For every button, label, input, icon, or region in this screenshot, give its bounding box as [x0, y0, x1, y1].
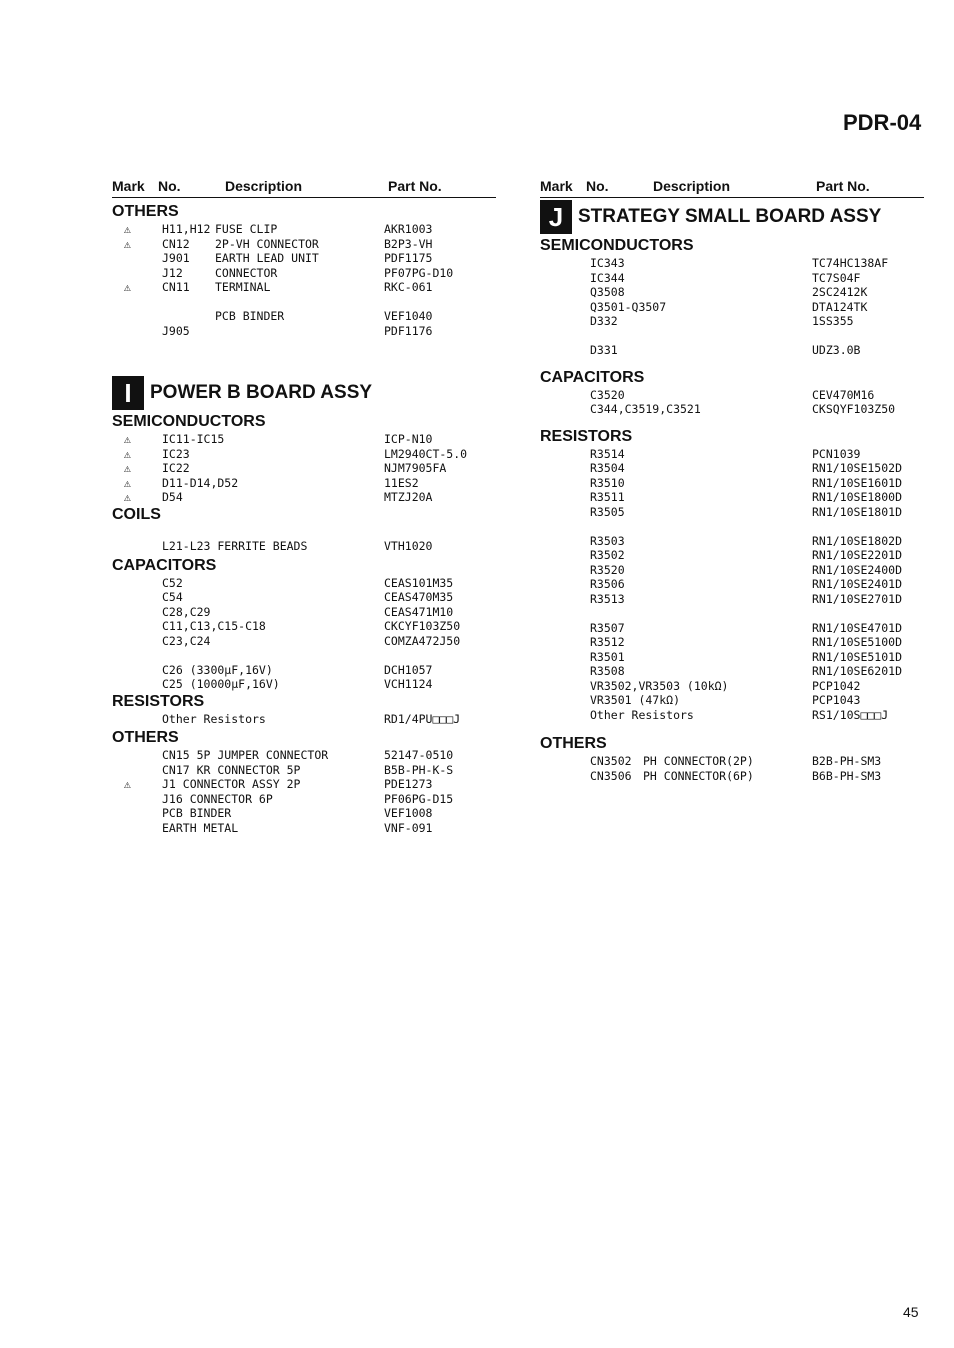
- part-number: CKCYF103Z50: [384, 619, 461, 633]
- ref-no: R3502: [590, 548, 625, 562]
- part-row: [112, 806, 496, 821]
- ref-no: D11-D14,D52: [162, 475, 239, 490]
- part-number: 52147-0510: [384, 748, 454, 762]
- description: FUSE CLIP: [215, 222, 278, 236]
- others-parts-list: [540, 754, 924, 783]
- part-number: RKC-061: [384, 280, 433, 294]
- part-row: [112, 461, 496, 476]
- ref-no: CN3502: [590, 754, 632, 768]
- ref-no: CN17 KR CONNECTOR 5P: [162, 762, 301, 777]
- caution-mark-icon: ⚠: [124, 280, 131, 294]
- part-number: UDZ3.0B: [812, 343, 861, 357]
- part-number: RN1/10SE5101D: [812, 649, 903, 664]
- caution-mark-icon: ⚠: [124, 236, 131, 251]
- header-description: Description: [225, 178, 303, 194]
- part-number: RN1/10SE1800D: [812, 490, 903, 504]
- section-title-resistors: RESISTORS: [540, 427, 633, 445]
- part-row: [540, 271, 924, 286]
- description: EARTH LEAD UNIT: [215, 251, 319, 265]
- assy-heading: [540, 200, 924, 234]
- part-number: B5B-PH-K-S: [384, 762, 454, 777]
- part-row: [540, 256, 924, 271]
- ref-no: J16 CONNECTOR 6P: [162, 791, 273, 806]
- part-row: [112, 619, 496, 634]
- part-row: [540, 534, 924, 549]
- part-number: NJM7905FA: [384, 461, 447, 475]
- part-number: RS1/10S□□□J: [812, 707, 889, 722]
- ref-no: J12: [162, 265, 183, 280]
- section-title-semiconductors: SEMICONDUCTORS: [540, 237, 694, 254]
- ref-no: Other Resistors: [162, 711, 266, 726]
- part-number: RN1/10SE2201D: [812, 548, 903, 562]
- part-row: [112, 763, 496, 778]
- header-part-no: Part No.: [388, 178, 442, 194]
- others-parts-list: [112, 222, 496, 338]
- part-row: [112, 237, 496, 252]
- part-number: CEAS101M35: [384, 575, 454, 590]
- part-number: RN1/10SE1802D: [812, 533, 903, 548]
- section-title-others: OTHERS: [112, 203, 179, 220]
- part-number: RN1/10SE2400D: [812, 562, 903, 577]
- part-row: [540, 664, 924, 679]
- part-number: RN1/10SE2401D: [812, 577, 903, 591]
- section-title-resistors: RESISTORS: [112, 692, 205, 710]
- description: 2P-VH CONNECTOR: [215, 236, 319, 251]
- part-number: VNF-091: [384, 820, 433, 835]
- part-row: [112, 266, 496, 281]
- part-number: VEF1040: [384, 309, 433, 323]
- ref-no: IC343: [590, 256, 625, 270]
- ref-no: L21-L23 FERRITE BEADS: [162, 539, 308, 553]
- caution-mark-icon: ⚠: [124, 777, 131, 791]
- part-row: [540, 314, 924, 329]
- column-header: [112, 177, 496, 198]
- ref-no: R3520: [590, 562, 625, 577]
- ref-no: R3512: [590, 635, 625, 649]
- ref-no: D331: [590, 343, 618, 357]
- part-row: [112, 777, 496, 792]
- part-row: [540, 754, 924, 769]
- part-row: [112, 251, 496, 266]
- caution-mark-icon: ⚠: [124, 475, 131, 490]
- ref-no: CN12: [162, 236, 190, 251]
- part-row: [540, 563, 924, 578]
- part-row: [540, 447, 924, 462]
- header-no: No.: [586, 178, 609, 194]
- section-title-others-2: OTHERS: [112, 729, 179, 746]
- assy-letter-badge: J: [540, 200, 572, 234]
- ref-no: R3514: [590, 446, 625, 461]
- part-number: RN1/10SE1601D: [812, 475, 903, 490]
- part-row: [112, 324, 496, 339]
- ref-no: J905: [162, 323, 190, 338]
- ref-no: VR3502,VR3503 (10kΩ): [590, 678, 729, 693]
- part-row: [112, 490, 496, 505]
- left-column: [112, 177, 496, 835]
- part-number: 2SC2412K: [812, 285, 868, 299]
- part-row: [112, 821, 496, 836]
- part-number: VTH1020: [384, 539, 433, 553]
- part-row: [112, 432, 496, 447]
- assy-letter-badge: I: [112, 376, 144, 410]
- ref-no: Q3501-Q3507: [590, 299, 667, 314]
- part-number: VCH1124: [384, 677, 433, 691]
- part-number: VEF1008: [384, 806, 433, 820]
- ref-no: CN11: [162, 280, 190, 294]
- ref-no: R3506: [590, 577, 625, 591]
- part-number: CKSQYF103Z50: [812, 402, 896, 416]
- part-row: [540, 300, 924, 315]
- ref-no: C11,C13,C15-C18: [162, 619, 266, 633]
- part-number: RN1/10SE1502D: [812, 461, 903, 475]
- part-number: CEAS471M10: [384, 604, 454, 619]
- ref-no: C52: [162, 575, 183, 590]
- part-row: [540, 285, 924, 300]
- part-row: [112, 576, 496, 591]
- capacitors-parts-list: [540, 388, 924, 417]
- part-number: 11ES2: [384, 475, 419, 490]
- part-row: [112, 634, 496, 649]
- ref-no: C344,C3519,C3521: [590, 402, 701, 416]
- part-number: ICP-N10: [384, 432, 433, 446]
- header-description: Description: [653, 178, 731, 194]
- caution-mark-icon: ⚠: [124, 461, 131, 475]
- spacer-row: [112, 648, 496, 663]
- ref-no: C54: [162, 590, 183, 604]
- part-number: MTZJ20A: [384, 490, 433, 504]
- part-row: [112, 605, 496, 620]
- assy-heading: [112, 376, 496, 410]
- part-number: TC74HC138AF: [812, 256, 889, 270]
- part-row: [540, 388, 924, 403]
- column-header: [540, 177, 924, 198]
- ref-no: C28,C29: [162, 604, 211, 619]
- ref-no: R3503: [590, 533, 625, 548]
- part-row: [540, 769, 924, 784]
- caution-mark-icon: ⚠: [124, 222, 131, 236]
- part-row: [112, 447, 496, 462]
- ref-no: J1 CONNECTOR ASSY 2P: [162, 777, 301, 791]
- ref-no: IC11-IC15: [162, 432, 225, 446]
- part-row: [540, 679, 924, 694]
- part-row: [540, 635, 924, 650]
- part-row: [112, 222, 496, 237]
- part-number: PDE1273: [384, 777, 433, 791]
- description: TERMINAL: [215, 280, 271, 294]
- ref-no: C25 (10000µF,16V): [162, 677, 280, 691]
- section-title-others: OTHERS: [540, 735, 607, 752]
- part-number: AKR1003: [384, 222, 433, 236]
- ref-no: C23,C24: [162, 633, 211, 648]
- ref-no: IC23: [162, 446, 190, 461]
- semiconductors-parts-list: [112, 432, 496, 505]
- ref-no: J901: [162, 251, 190, 265]
- ref-no: R3505: [590, 504, 625, 519]
- part-row: [112, 748, 496, 763]
- part-number: PDF1175: [384, 251, 433, 265]
- part-row: [540, 505, 924, 520]
- part-row: [540, 621, 924, 636]
- ref-no: C3520: [590, 387, 625, 402]
- description: PCB BINDER: [215, 309, 285, 323]
- header-mark: Mark: [540, 178, 573, 194]
- right-column: [540, 177, 924, 783]
- part-row: [112, 476, 496, 491]
- page-number: 45: [903, 1304, 919, 1320]
- part-number: PCP1043: [812, 693, 861, 707]
- ref-no: CN3506: [590, 768, 632, 783]
- spacer-row: [540, 329, 924, 344]
- part-row: [112, 712, 496, 727]
- part-number: PCN1039: [812, 446, 861, 461]
- model-number: PDR-04: [843, 110, 922, 135]
- ref-no: R3511: [590, 490, 625, 504]
- part-row: [112, 663, 496, 678]
- part-row: [540, 476, 924, 491]
- ref-no: R3508: [590, 664, 625, 678]
- ref-no: D54: [162, 490, 183, 504]
- assy-title: POWER B BOARD ASSY: [150, 382, 373, 403]
- description: PH CONNECTOR(6P): [643, 768, 754, 783]
- part-number: B2P3-VH: [384, 236, 433, 251]
- ref-no: IC22: [162, 461, 190, 475]
- section-title-capacitors: CAPACITORS: [112, 556, 217, 574]
- part-row: [112, 792, 496, 807]
- caution-mark-icon: ⚠: [124, 490, 131, 504]
- part-row: [112, 539, 496, 554]
- spacer-row: [112, 525, 496, 540]
- ref-no: R3507: [590, 620, 625, 635]
- part-number: B6B-PH-SM3: [812, 768, 882, 783]
- part-row: [540, 461, 924, 476]
- assy-title: STRATEGY SMALL BOARD ASSY: [578, 206, 882, 227]
- ref-no: IC344: [590, 270, 625, 285]
- ref-no: D332: [590, 314, 618, 328]
- section-title-coils: COILS: [112, 505, 161, 523]
- header-mark: Mark: [112, 178, 145, 194]
- ref-no: CN15 5P JUMPER CONNECTOR: [162, 748, 329, 762]
- part-row: [112, 280, 496, 295]
- ref-no: H11,H12: [162, 222, 211, 236]
- part-number: CEV470M16: [812, 387, 875, 402]
- ref-no: EARTH METAL: [162, 820, 239, 835]
- part-row: [540, 490, 924, 505]
- part-number: RN1/10SE6201D: [812, 664, 903, 678]
- part-number: PF07PG-D10: [384, 265, 454, 280]
- part-row: [540, 343, 924, 358]
- part-row: [540, 577, 924, 592]
- part-number: TC7S04F: [812, 270, 861, 285]
- part-number: RN1/10SE5100D: [812, 635, 903, 649]
- resistors-parts-list: [112, 712, 496, 727]
- part-number: DTA124TK: [812, 299, 868, 314]
- section-title-capacitors: CAPACITORS: [540, 368, 645, 386]
- part-number: DCH1057: [384, 662, 433, 677]
- part-row: [540, 650, 924, 665]
- part-row: [112, 677, 496, 692]
- part-number: RN1/10SE2701D: [812, 591, 903, 606]
- part-row: [540, 402, 924, 417]
- ref-no: R3504: [590, 461, 625, 475]
- ref-no: VR3501 (47kΩ): [590, 693, 681, 707]
- part-row: [112, 590, 496, 605]
- caution-mark-icon: ⚠: [124, 432, 131, 446]
- part-row: [540, 693, 924, 708]
- part-number: PF06PG-D15: [384, 791, 454, 806]
- coils-parts-list: [112, 525, 496, 554]
- part-row: [540, 592, 924, 607]
- semiconductors-parts-list: [540, 256, 924, 358]
- part-row: [540, 548, 924, 563]
- ref-no: Q3508: [590, 285, 625, 299]
- part-row: [540, 708, 924, 723]
- spacer-row: [540, 519, 924, 534]
- part-number: 1SS355: [812, 314, 854, 328]
- ref-no: R3513: [590, 591, 625, 606]
- others-2-parts-list: [112, 748, 496, 835]
- part-number: RN1/10SE1801D: [812, 504, 903, 519]
- part-number: RN1/10SE4701D: [812, 620, 903, 635]
- ref-no: R3501: [590, 649, 625, 664]
- section-title-semiconductors: SEMICONDUCTORS: [112, 413, 266, 430]
- part-number: LM2940CT-5.0: [384, 446, 468, 461]
- resistors-parts-list: [540, 447, 924, 723]
- ref-no: Other Resistors: [590, 707, 694, 722]
- capacitors-parts-list: [112, 576, 496, 692]
- part-number: COMZA472J50: [384, 633, 461, 648]
- spacer-row: [540, 606, 924, 621]
- spacer-row: [112, 295, 496, 310]
- caution-mark-icon: ⚠: [124, 446, 131, 461]
- description: PH CONNECTOR(2P): [643, 754, 754, 768]
- part-number: RD1/4PU□□□J: [384, 711, 461, 726]
- ref-no: C26 (3300µF,16V): [162, 662, 273, 677]
- ref-no: R3510: [590, 475, 625, 490]
- header-no: No.: [158, 178, 181, 194]
- ref-no: PCB BINDER: [162, 806, 232, 820]
- part-number: B2B-PH-SM3: [812, 754, 882, 768]
- part-number: CEAS470M35: [384, 590, 454, 604]
- header-part-no: Part No.: [816, 178, 870, 194]
- part-row: [112, 309, 496, 324]
- description: CONNECTOR: [215, 265, 278, 280]
- part-number: PCP1042: [812, 678, 861, 693]
- part-number: PDF1176: [384, 323, 433, 338]
